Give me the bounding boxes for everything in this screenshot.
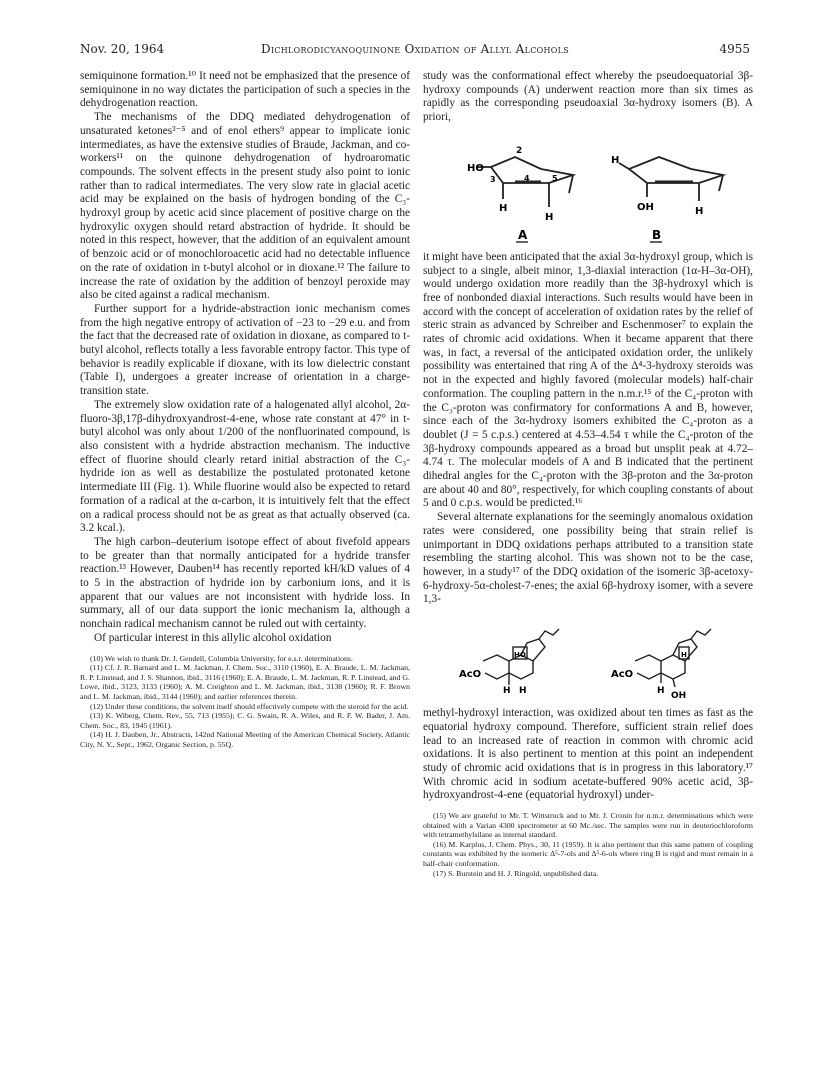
- aco-label: AcO: [459, 669, 482, 681]
- position-number: 3: [490, 174, 496, 184]
- position-number: 4: [524, 173, 530, 183]
- footnote: (17) S. Burstein and H. J. Ringold, unpublished data.: [433, 868, 599, 878]
- footnote: (16) M. Karplus, J. Chem. Phys., 30, 11 (1959). It is also pertinent that this same pattern of coupling constants was exhibited by the isomeric Δ⁵-7-ols and Δ⁵-6-ols where ring B is rigid and must remain in a half-chair conformation.: [423, 839, 753, 868]
- cholestene-diagram: [423, 611, 753, 701]
- cholestene-figure: [423, 611, 753, 701]
- h-label: H: [611, 154, 620, 166]
- paragraph: The extremely slow oxidation rate of a halogenated allyl alcohol, 2α-fluoro-3β,17β-dihydroxyandrost-4-ene, whose rate constant at 47° in t-butyl alcohol was only about 1/200 of the nonfluorinated compound, is also consistent with a hydride abstraction mechanism. The inductive effect of fluorine should clearly retard initial abstraction of the C₃-hydride ion as well as destabilize the postulated protonated ketone intermediate III (Fig. 1). While fluorine would also be expected to retard formation of a radical at the α-carbon, it is intuitively felt that the effect on a radical process should not be as great as that actually observed (ca. 3.2 kcal.).: [80, 398, 410, 535]
- h-label: H: [499, 202, 508, 214]
- footnote: (12) Under these conditions, the solvent itself should effectively compete with the steroid for the acid.: [90, 701, 409, 711]
- ho-label: HO: [467, 162, 484, 174]
- paragraph: methyl-hydroxyl interaction, was oxidized about ten times as fast as the equatorial hydroxy compound. Therefore, sufficient strain relief does lead to an increased rate of reaction in common with chromic acid oxidations. It is also pertinent to mention at this point an independent study of chromic acid oxidations that is in progress in this laboratory.¹⁷ With chromic acid in sodium acetate-buffered 90% acetic acid, 3β-hydroxyandrost-4-ene (equatorial hydroxyl) under-: [423, 707, 753, 802]
- h-label: H: [681, 651, 687, 660]
- running-header: [80, 42, 750, 58]
- position-number: 2: [516, 145, 523, 156]
- header-date: Nov. 20, 1964: [80, 42, 165, 56]
- paragraph: semiquinone formation.¹⁰ It need not be emphasized that the presence of semiquinone in no way dictates the participation of such a species in the dehydrogenation reaction.: [80, 70, 410, 110]
- h-label: H: [657, 686, 665, 697]
- structure-label-b: B: [652, 227, 662, 242]
- structure-label-a: A: [518, 227, 528, 242]
- paragraph: Of particular interest in this allylic alcohol oxidation: [94, 631, 332, 644]
- paragraph: study was the conformational effect whereby the pseudoequatorial 3β-hydroxy compounds (A) underwent reaction more than six times as rapidly as the corresponding pseudoaxial 3α-hydroxy isomers (B). A priori,: [423, 70, 753, 124]
- right-column: [423, 70, 753, 878]
- paragraph: The mechanisms of the DDQ mediated dehydrogenation of unsaturated ketones³⁻⁵ and of enol ethers⁹ appear to implicate ionic intermediates, as have the extensive studies of Braude, Jackman, and co-workers¹¹ on the quinone dehydrogenation of hydroaromatic compounds. The solvent effects in the present study also point to ionic rather than to radical intermediates. The very slow rate in glacial acetic acid may be explained on the basis of hydrogen bonding of the C₃-hydroxyl group by acetic acid since placement of positive charge on the hydroxylic oxygen should retard abstraction of hydride. It should be noted in this respect, however, that the addition of an equivalent amount of benzoic acid or of monochloroacetic acid had no detectable influence on the rate of oxidation in t-butyl alcohol or in dioxane.¹² The failure to increase the rate of oxidation by the addition of benzoyl peroxide may also be cited against a radical mechanism.: [80, 111, 410, 302]
- footnote: (14) H. J. Dauben, Jr., Abstracts, 142nd National Meeting of the American Chemical Society, Atlantic City, N. Y., Sept., 1962, Organic Section, p. 55Q.: [80, 730, 410, 749]
- h-label: H: [695, 205, 704, 217]
- footnote: (10) We wish to thank Dr. J. Gendell, Columbia University, for e.s.r. determinations.: [90, 653, 353, 663]
- position-number: 5: [552, 173, 558, 183]
- conformation-diagram: [423, 127, 753, 247]
- h-label: H: [545, 211, 554, 223]
- conformation-figure: [423, 127, 753, 247]
- h-label: H: [503, 686, 511, 697]
- paragraph: Several alternate explanations for the seemingly anomalous oxidation rates were considered, one possibility being that strain relief is unimportant in DDQ oxidations perhaps attributed to a transition state resembling the starting alcohol. This was shown not to be the case, however, in a study¹⁷ of the DDQ oxidation of the isomeric 3β-acetoxy-6-hydroxy-5α-cholest-7-enes; the axial 6β-hydroxy isomer, with a severe 1,3-: [423, 511, 753, 606]
- paragraph: Further support for a hydride-abstraction ionic mechanism comes from the high negative entropy of activation of −23 to −29 e.u. and from the fact that the decreased rate of oxidation in dioxane, as compared to t-butyl alcohol, reflects totally a less favorable entropy factor. This type of behavior is readily explicable if dioxane, with its low dielectric constant (Table I), undergoes a greater increase of orientation in a charge-transition state.: [80, 302, 410, 398]
- footnote: (13) K. Wiberg, Chem. Rev., 55, 713 (1955); C. G. Swain, R. A. Wiles, and R. F. W. Bader, J. Am. Chem. Soc., 83, 1945 (1961).: [80, 711, 410, 730]
- left-column: [80, 70, 410, 749]
- paragraph: it might have been anticipated that the axial 3α-hydroxyl group, which is subject to a single, albeit minor, 1,3-diaxial interaction (1α-H–3α-OH), would undergo oxidation more readily than the 3β-hydroxyl which is free of nonbonded diaxial interactions. Such results would have been in accord with the concept of acceleration of oxidation rates by the relief of steric strain as advanced by Schreiber and Eschenmoser⁷ to explain the rates of chromic acid oxidations. When it became apparent that there was, in fact, a reversal of the anticipated oxidation order, the unlikely possibility was entertained that ring A of the Δ⁴-3-hydroxy steroids was not in the expected and highly favored (molecular models) half-chair conformation. The coupling pattern in the n.m.r.¹⁵ of the C₄-proton with the C₃-proton was confirmatory for conformations A and B, however, since each of the 3α-hydroxy isomers exhibited the C₄-proton as a doublet (J = 5 c.p.s.) centered at 4.53–4.54 τ while the C₄-proton of the 3β-hydroxy compounds appeared as a broad but unsplit peak at 4.72–4.74 τ. The molecular models of A and B indicated that the pertinent dihedral angles for the C₄-proton with the 3β-proton and the 3α-proton are about 40 and 80°, respectively, for which coupling constants of about 5 and 0 c.p.s. would be predicted.¹⁶: [423, 250, 753, 510]
- oh-label: OH: [671, 691, 687, 702]
- paragraph: The high carbon–deuterium isotope effect of about fivefold appears to be greater than that normally anticipated for a hydride transfer reaction.¹³ However, Dauben¹⁴ has recently reported kH/kD values of 4 to 5 in the abstraction of hydride ion by carbonium ions, and it is apparent that our values are not inconsistent with hydride loss. In summary, all of our data support the ionic mechanism Ia, although a nonchain radical mechanism cannot be ruled out with certainty.: [80, 535, 410, 631]
- ho-label: HO: [514, 651, 526, 660]
- header-title: Dichlorodicyanoquinone Oxidation of Allyl Alcohols: [260, 42, 570, 56]
- footnote: (15) We are grateful to Mr. T. Wittstruck and to Mr. J. Cronin for n.m.r. determinations which were obtained with a Varian 4300 spectrometer at 60 Mc./sec. The samples were run in deuteriochloroform with tetramethylsilane as internal standard.: [423, 811, 753, 840]
- page-number: 4955: [719, 42, 750, 56]
- footnote: (11) Cf. J. R. Barnard and L. M. Jackman, J. Chem. Soc., 3110 (1960), E. A. Braude, L. M. Jackman, R. P. Linstead, and J. S. Shannon, ibid., 3116 (1960); E. A. Braude, L. M. Jackman, R. P. Linstead, and G. Lowe, ibid., 3123, 3133 (1960); A. M. Creighton and L. M. Jackman, ibid., 3138 (1960); R. F. Brown and L. M. Jackman, ibid., 3144 (1960); and earlier references therein.: [80, 663, 410, 701]
- oh-label: OH: [637, 201, 654, 213]
- h-label: H: [519, 686, 527, 697]
- aco-label: AcO: [611, 669, 634, 681]
